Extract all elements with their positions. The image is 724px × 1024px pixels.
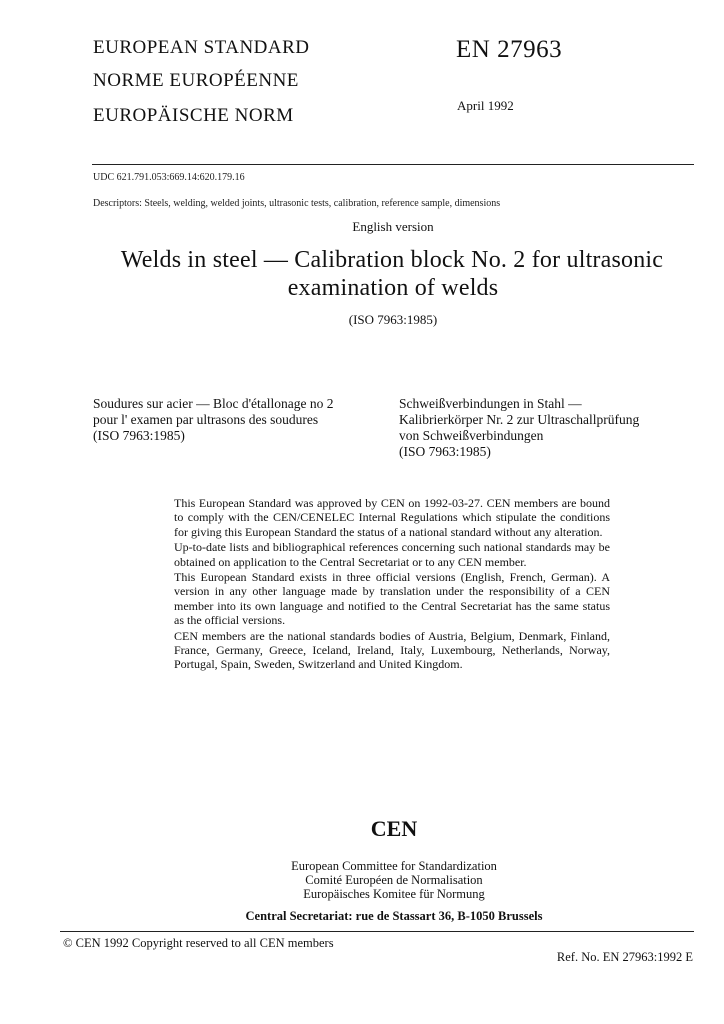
udc-code: UDC 621.791.053:669.14:620.179.16 [93, 172, 245, 183]
descriptors: Descriptors: Steels, welding, welded joints, ultrasonic tests, calibration, reference sample, dimensions [93, 198, 501, 209]
french-title-line: (ISO 7963:1985) [93, 428, 185, 443]
committee-name-fr: Comité Européen de Normalisation [305, 873, 483, 887]
approval-paragraph: This European Standard exists in three official versions (English, French, German). A version in any other language made by translation under the responsibility of a CEN member into its own language and notified to the Central Secretariat has the same status as the official versions. [174, 570, 610, 628]
german-title-line: (ISO 7963:1985) [399, 444, 491, 459]
version-label: English version [352, 219, 434, 234]
french-title [93, 396, 334, 444]
document-title-line-1: Welds in steel — Calibration block No. 2 for ultrasonic [120, 247, 664, 273]
german-title-line: Kalibrierkörper Nr. 2 zur Ultraschallprüfung [399, 412, 640, 427]
committee-name-en: European Committee for Standardization [291, 859, 497, 873]
french-title-line: pour l' examen par ultrasons des soudures [93, 412, 319, 427]
standard-type-en: EUROPEAN STANDARD [93, 37, 310, 58]
document-title-line-2: examination of welds [287, 275, 499, 301]
german-title-line: Schweißverbindungen in Stahl — [399, 396, 582, 411]
publication-date: April 1992 [457, 98, 514, 113]
reference-number: Ref. No. EN 27963:1992 E [556, 950, 693, 964]
german-title-line: von Schweißverbindungen [399, 428, 544, 443]
approval-paragraph: CEN members are the national standards bodies of Austria, Belgium, Denmark, Finland, France, Germany, Greece, Iceland, Ireland, Italy, Luxembourg, Netherlands, Norway, Portugal, Spain, Sweden, Switzerland and United Kingdom. [174, 628, 610, 672]
central-secretariat: Central Secretariat: rue de Stassart 36, B-1050 Brussels [245, 909, 543, 923]
cen-logo: CEN [370, 816, 418, 841]
standard-number: EN 27963 [456, 36, 563, 63]
french-title-line: Soudures sur acier — Bloc d'étallonage no 2 [93, 396, 334, 411]
committee-name-de: Europäisches Komitee für Normung [303, 887, 485, 901]
approval-paragraph: This European Standard was approved by CEN on 1992-03-27. CEN members are bound to comply with the CEN/CENELEC Internal Regulations which stipulate the conditions for giving this European Standard the status of a national standard without any alteration. [174, 496, 610, 539]
iso-reference: (ISO 7963:1985) [348, 312, 438, 327]
approval-paragraph: Up-to-date lists and bibliographical references concerning such national standards may be obtained on application to the Central Secretariat or to any CEN member. [174, 540, 610, 569]
footer-divider [60, 931, 694, 932]
copyright-notice: © CEN 1992 Copyright reserved to all CEN members [63, 936, 334, 950]
standard-type-de: EUROPÄISCHE NORM [93, 105, 294, 126]
approval-notice [174, 496, 610, 673]
german-title [399, 396, 639, 460]
standard-type-fr: NORME EUROPÉENNE [93, 70, 299, 91]
header-divider [92, 164, 694, 165]
